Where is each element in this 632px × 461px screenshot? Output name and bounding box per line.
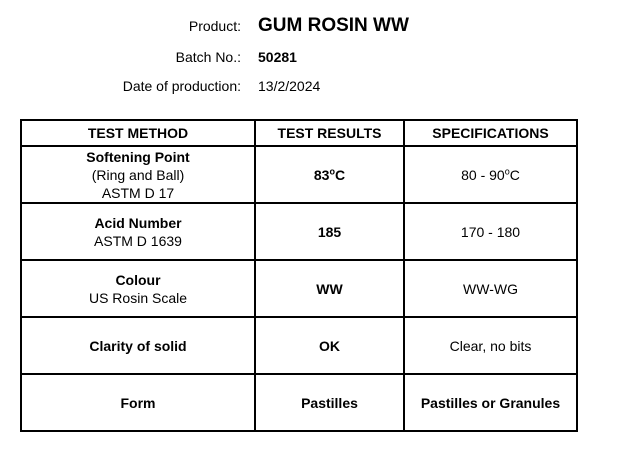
table-row-colour — [21, 260, 577, 317]
test-method-cell — [21, 260, 255, 317]
test-method-title: Colour — [115, 271, 161, 288]
test-method-standard: ASTM D 17 — [101, 184, 175, 201]
date-label: Date of production: — [122, 78, 241, 94]
table-row-form — [21, 374, 577, 431]
specification-cell: Clear, no bits — [404, 317, 577, 374]
test-result-cell: 185 — [255, 203, 404, 260]
test-method-cell: Clarity of solid — [21, 317, 255, 374]
batch-value: 50281 — [258, 49, 297, 65]
specification-value: 80 - 90 — [461, 166, 505, 183]
date-value: 13/2/2024 — [258, 78, 321, 94]
test-method-title: Softening Point — [86, 148, 190, 165]
specification-cell — [404, 146, 577, 203]
specification-table — [20, 119, 578, 432]
test-result-cell: OK — [255, 317, 404, 374]
column-header-test-method: TEST METHOD — [21, 120, 255, 146]
specification-cell: 170 - 180 — [404, 203, 577, 260]
table-row-softening-point — [21, 146, 577, 203]
test-method-title: Acid Number — [94, 214, 182, 231]
table-row-clarity — [21, 317, 577, 374]
test-method-subtitle: (Ring and Ball) — [91, 166, 185, 183]
test-result-cell — [255, 146, 404, 203]
test-method-standard: ASTM D 1639 — [94, 232, 182, 249]
test-result-value: 83 — [313, 166, 330, 183]
degree-mark: o — [504, 165, 510, 176]
batch-label: Batch No.: — [175, 49, 241, 65]
product-label: Product: — [188, 18, 241, 34]
test-result-cell: Pastilles — [255, 374, 404, 431]
table-header-row — [21, 120, 577, 146]
specification-cell: WW-WG — [404, 260, 577, 317]
degree-mark: o — [329, 165, 335, 176]
product-value: GUM ROSIN WW — [258, 15, 409, 36]
test-method-cell — [21, 146, 255, 203]
date-row — [0, 74, 632, 98]
test-method-standard: US Rosin Scale — [88, 289, 188, 306]
column-header-specifications: SPECIFICATIONS — [404, 120, 577, 146]
table-row-acid-number — [21, 203, 577, 260]
test-result-cell: WW — [255, 260, 404, 317]
column-header-test-results: TEST RESULTS — [255, 120, 404, 146]
specification-unit: C — [509, 166, 520, 183]
product-row — [0, 14, 632, 38]
test-result-unit: C — [334, 166, 346, 183]
test-method-cell — [21, 203, 255, 260]
batch-row — [0, 45, 632, 69]
specification-cell: Pastilles or Granules — [404, 374, 577, 431]
test-method-cell: Form — [21, 374, 255, 431]
